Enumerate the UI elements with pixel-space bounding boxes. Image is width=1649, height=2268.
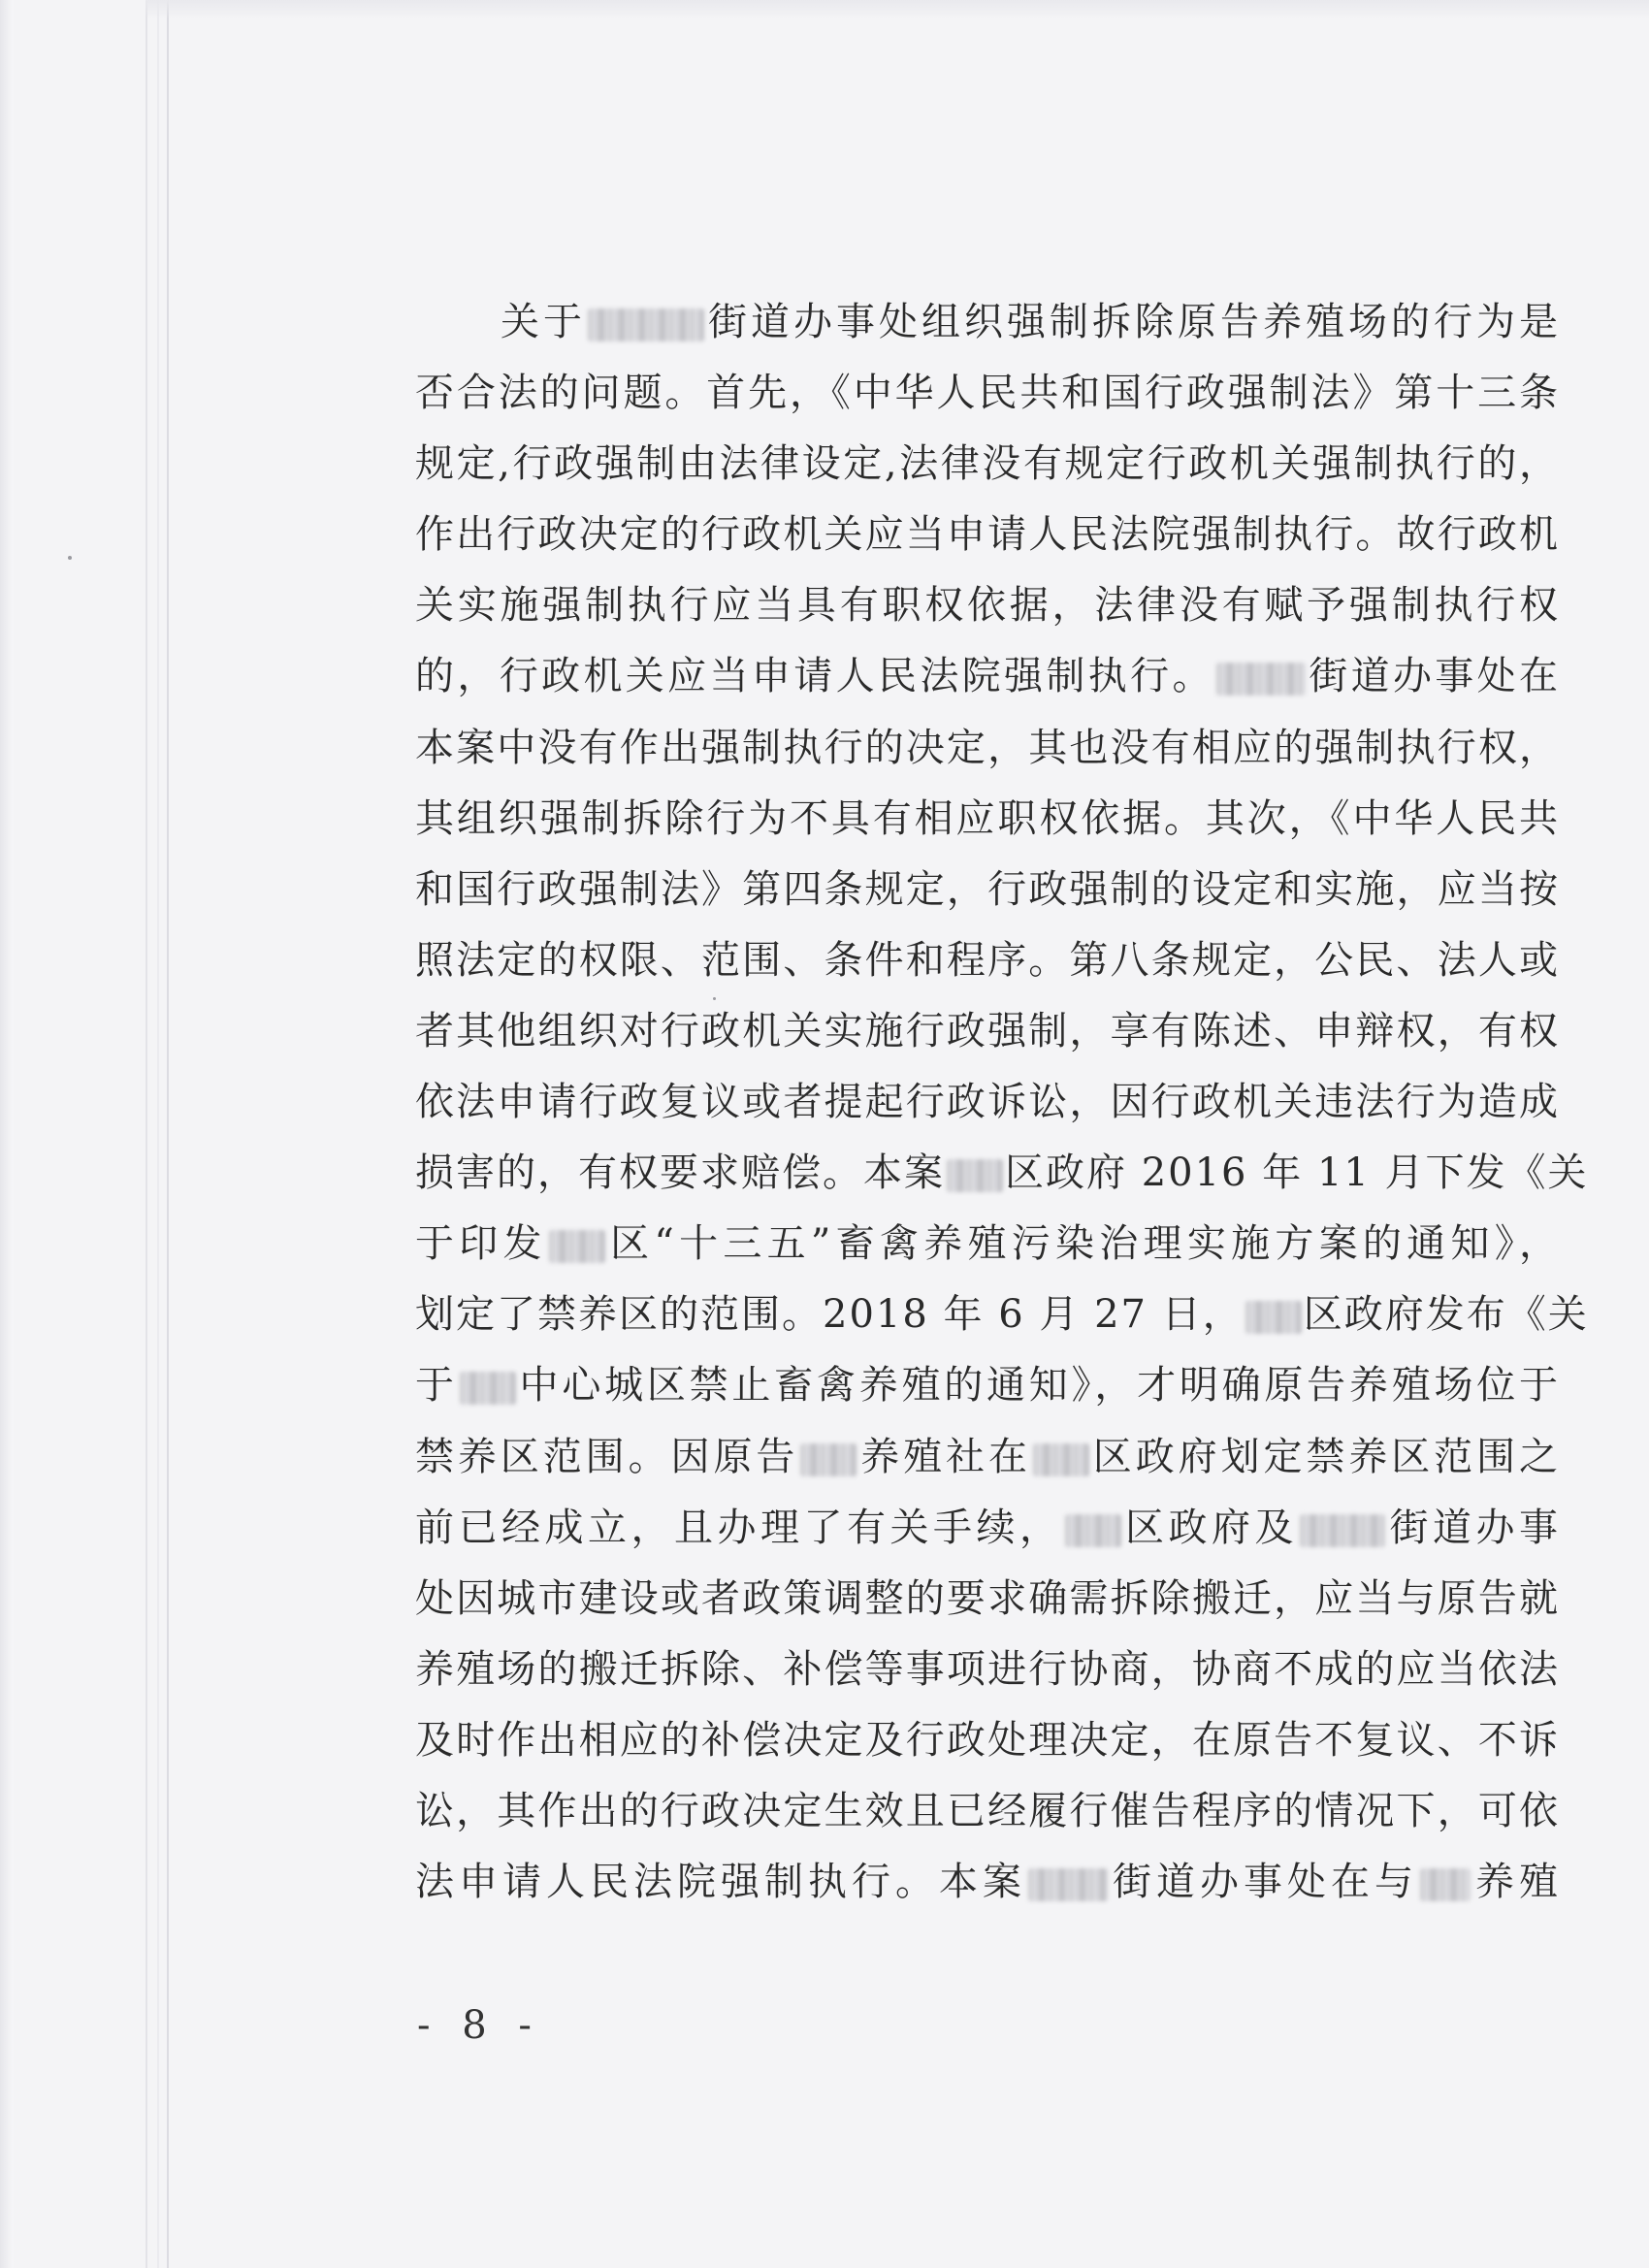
text-fragment: 养殖社在 (858, 1434, 1031, 1479)
scan-edge (0, 0, 14, 2268)
text-line: 及时作出相应的补偿决定及行政处理决定，在原告不复议、不诉 (415, 1717, 1560, 1763)
text-line: 依法申请行政复议或者提起行政诉讼，因行政机关违法行为造成 (415, 1080, 1560, 1125)
text-fragment: 法申请人民法院强制执行。本案 (415, 1860, 1026, 1905)
text-line: 其组织强制拆除行为不具有相应职权依据。其次，《中华人民共 (415, 795, 1560, 841)
text-fragment: 养殖 (1472, 1860, 1560, 1905)
text-fragment: 区政府 2016 年 11 月下发《关 (1005, 1150, 1589, 1196)
redaction-block (1300, 1514, 1385, 1547)
text-line (415, 1280, 1589, 1350)
text-fragment: 街道办事处组织强制拆除原告养殖场的行为是 (706, 300, 1560, 344)
redaction-block (1216, 663, 1306, 696)
redaction-block (549, 1230, 605, 1263)
text-line: 照法定的权限、范围、条件和程序。第八条规定，公民、法人或 (415, 937, 1560, 983)
text-line: 规定,行政强制由法律设定,法律没有规定行政机关强制执行的， (415, 441, 1560, 487)
redaction-block (947, 1159, 1003, 1192)
document-body (415, 287, 1589, 1918)
redaction-block (1065, 1514, 1121, 1547)
text-line: 处因城市建设或者政策调整的要求确需拆除搬迁，应当与原告就 (415, 1575, 1560, 1621)
redaction-block (460, 1372, 516, 1405)
text-line (415, 1350, 1560, 1421)
text-line: 关实施强制执行应当具有职权依据，法律没有赋予强制执行权 (415, 583, 1560, 629)
text-line (415, 1493, 1560, 1564)
text-fragment: 街道办事处在与 (1110, 1860, 1418, 1905)
text-fragment: 街道办事处在 (1307, 654, 1561, 699)
redaction-block (1028, 1868, 1108, 1901)
text-line (415, 1847, 1560, 1918)
text-line: 养殖场的搬迁拆除、补偿等事项进行协商，协商不成的应当依法 (415, 1646, 1560, 1692)
scan-top-shadow (146, 0, 1649, 19)
text-fragment: 区“十三五”畜禽养殖污染治理实施方案的通知》， (606, 1221, 1561, 1267)
redaction-block (1033, 1443, 1089, 1476)
page-stack-edge (157, 0, 159, 2268)
text-fragment: 街道办事 (1387, 1505, 1560, 1550)
page-number: - 8 - (417, 2003, 541, 2048)
text-line (415, 641, 1560, 712)
text-fragment: 区政府发布《关 (1303, 1292, 1589, 1338)
text-fragment: 前已经成立，且办理了有关手续， (415, 1505, 1063, 1550)
text-fragment: 区政府及 (1122, 1505, 1298, 1550)
text-line: 和国行政强制法》第四条规定，行政强制的设定和实施，应当按 (415, 866, 1560, 912)
text-fragment: 划定了禁养区的范围。2018 年 6 月 27 日， (415, 1292, 1244, 1338)
text-line (415, 1138, 1589, 1209)
text-fragment: 关于 (501, 300, 586, 344)
text-fragment: 区政府划定禁养区范围之 (1090, 1434, 1561, 1479)
text-line (415, 1209, 1560, 1280)
text-line (415, 1422, 1560, 1493)
text-line: 否合法的问题。首先，《中华人民共和国行政强制法》第十三条 (415, 371, 1560, 416)
text-fragment: 损害的，有权要求赔偿。本案 (415, 1150, 945, 1196)
text-line: 本案中没有作出强制执行的决定，其也没有相应的强制执行权， (415, 725, 1560, 770)
text-fragment: 的，行政机关应当申请人民法院强制执行。 (415, 654, 1214, 699)
text-line: 者其他组织对行政机关实施行政强制，享有陈述、申辩权，有权 (415, 1008, 1560, 1053)
text-line: 作出行政决定的行政机关应当申请人民法院强制执行。故行政机 (415, 512, 1560, 558)
page-stack-edge (146, 0, 147, 2268)
text-fragment: 于 (415, 1363, 458, 1409)
text-fragment: 于印发 (415, 1221, 547, 1267)
redaction-block (588, 308, 704, 341)
text-fragment: 禁养区范围。因原告 (415, 1434, 799, 1479)
redaction-block (1245, 1301, 1302, 1334)
redaction-block (1420, 1868, 1471, 1901)
text-line: 讼，其作出的行政决定生效且已经履行催告程序的情况下，可依 (415, 1788, 1560, 1833)
scan-speck (68, 556, 72, 560)
text-fragment: 中心城区禁止畜禽养殖的通知》，才明确原告养殖场位于 (517, 1363, 1561, 1409)
page-stack-edge (167, 0, 169, 2268)
text-line (415, 287, 1560, 358)
redaction-block (800, 1443, 857, 1476)
